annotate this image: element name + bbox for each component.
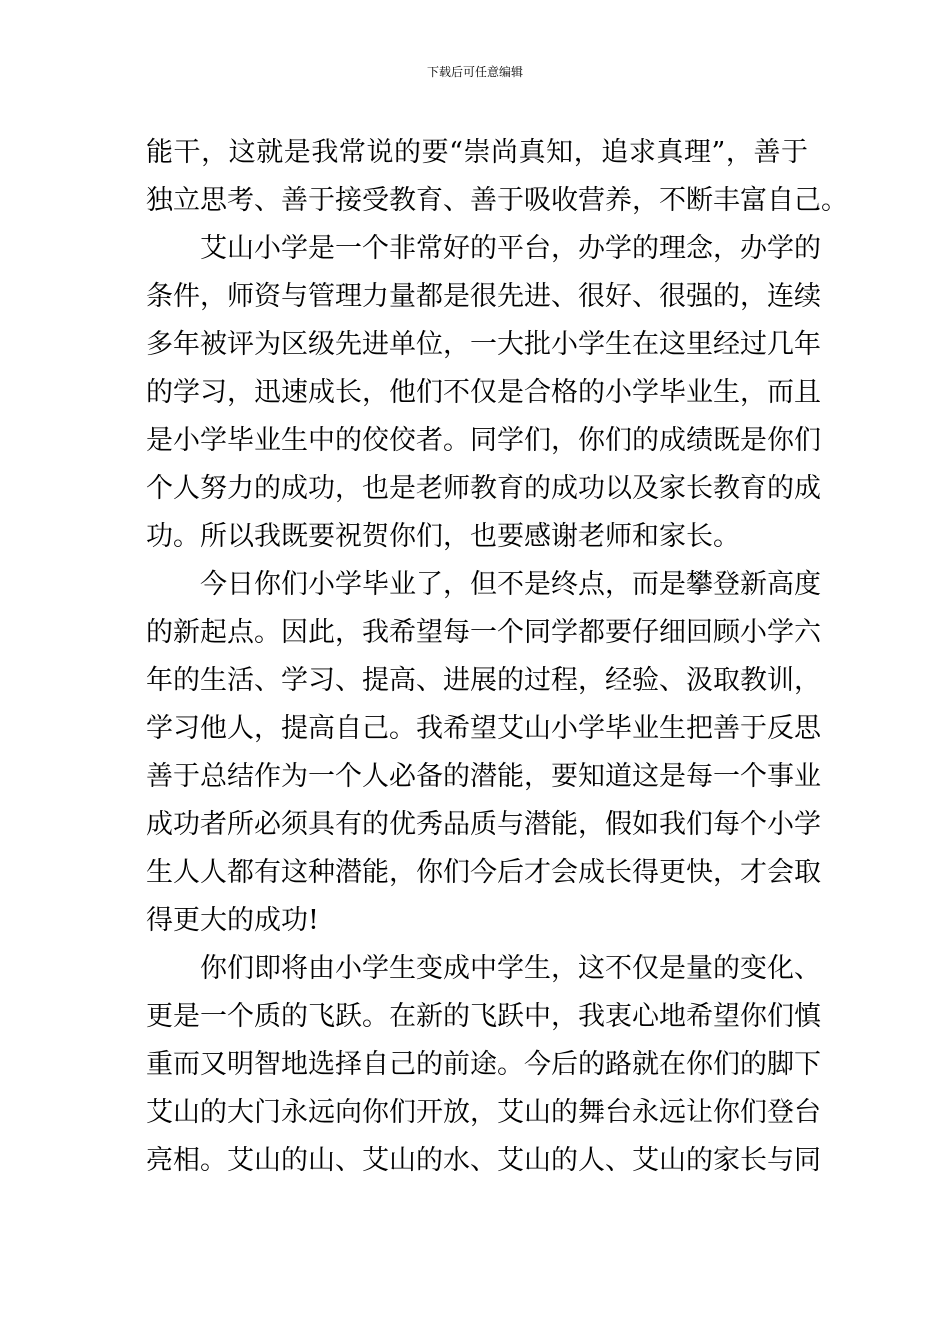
text-line: 亮相。艾山的山、艾山的水、艾山的人、艾山的家长与同 xyxy=(146,1145,821,1176)
text-line: 艾山的大门永远向你们开放，艾山的舞台永远让你们登台 xyxy=(146,1097,821,1128)
text-line: 个人努力的成功，也是老师教育的成功以及家长教育的成 xyxy=(146,473,821,504)
body-text xyxy=(146,129,848,1185)
text-line: 多年被评为区级先进单位，一大批小学生在这里经过几年 xyxy=(146,329,821,360)
text-line: 能干，这就是我常说的要“崇尚真知，追求真理”，善于 xyxy=(146,137,808,168)
text-line: 学习他人，提高自己。我希望艾山小学毕业生把善于反思 xyxy=(146,713,821,744)
paragraph-first-line: 今日你们小学毕业了，但不是终点，而是攀登新高度 xyxy=(200,569,821,600)
paragraph-first-line: 你们即将由小学生变成中学生，这不仅是量的变化、 xyxy=(200,953,821,984)
text-line: 的学习，迅速成长，他们不仅是合格的小学毕业生，而且 xyxy=(146,377,821,408)
text-line: 成功者所必须具有的优秀品质与潜能，假如我们每个小学 xyxy=(146,809,821,840)
text-line: 条件，师资与管理力量都是很先进、很好、很强的，连续 xyxy=(146,281,821,312)
text-line: 年的生活、学习、提高、进展的过程，经验、汲取教训， xyxy=(146,665,821,696)
text-line: 更是一个质的飞跃。在新的飞跃中，我衷心地希望你们慎 xyxy=(146,1001,821,1032)
text-line: 独立思考、善于接受教育、善于吸收营养，不断丰富自己。 xyxy=(146,185,848,216)
text-line: 功。所以我既要祝贺你们，也要感谢老师和家长。 xyxy=(146,521,740,552)
text-line: 重而又明智地选择自己的前途。今后的路就在你们的脚下 xyxy=(146,1049,821,1080)
page-header: 下载后可任意编辑 xyxy=(426,65,523,79)
text-line: 的新起点。因此，我希望每一个同学都要仔细回顾小学六 xyxy=(146,617,821,648)
paragraph-first-line: 艾山小学是一个非常好的平台，办学的理念，办学的 xyxy=(200,233,821,264)
text-line: 善于总结作为一个人必备的潜能，要知道这是每一个事业 xyxy=(146,761,821,792)
text-line: 得更大的成功! xyxy=(146,905,319,936)
text-line: 生人人都有这种潜能，你们今后才会成长得更快，才会取 xyxy=(146,857,821,888)
text-line: 是小学毕业生中的佼佼者。同学们，你们的成绩既是你们 xyxy=(146,425,821,456)
